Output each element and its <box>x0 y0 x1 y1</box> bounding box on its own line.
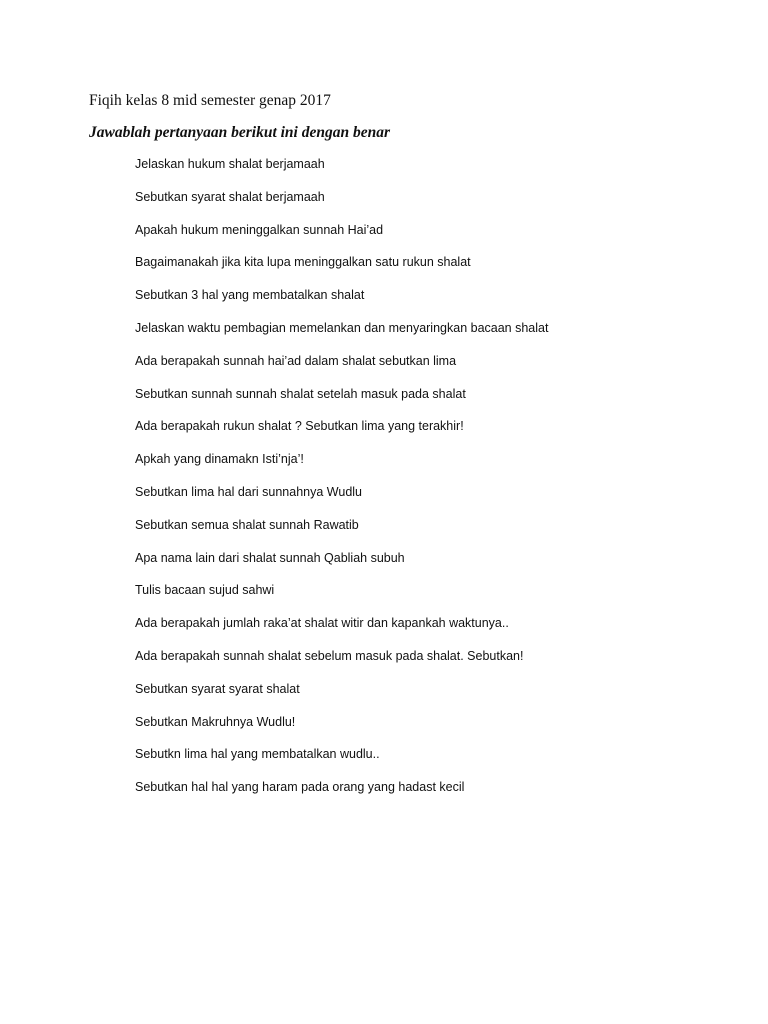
question-text: Jelaskan waktu pembagian memelankan dan menyaringkan bacaan shalat <box>135 320 549 335</box>
instruction-text: Jawablah pertanyaan berikut ini dengan benar <box>89 124 391 141</box>
question-text: Sebutkan syarat shalat berjamaah <box>135 189 325 204</box>
question-text: Sebutkan Makruhnya Wudlu! <box>135 714 296 729</box>
question-text: Ada berapakah jumlah raka’at shalat witir dan kapankah waktunya.. <box>135 616 509 631</box>
question-text: Apakah hukum meninggalkan sunnah Hai’ad <box>135 222 384 237</box>
document-title: Fiqih kelas 8 mid semester genap 2017 <box>89 92 331 109</box>
question-text: Tulis bacaan sujud sahwi <box>135 583 275 598</box>
question-text: Sebutkan syarat syarat shalat <box>135 681 300 696</box>
question-text: Ada berapakah rukun shalat ? Sebutkan lima yang terakhir! <box>135 419 464 434</box>
question-text: Sebutkan lima hal dari sunnahnya Wudlu <box>135 484 362 499</box>
question-text: Sebutkan 3 hal yang membatalkan shalat <box>135 288 365 303</box>
question-text: Bagaimanakah jika kita lupa meninggalkan satu rukun shalat <box>135 255 471 270</box>
question-text: Jelaskan hukum shalat berjamaah <box>135 157 325 171</box>
question-text: Ada berapakah sunnah hai’ad dalam shalat sebutkan lima <box>135 353 457 368</box>
question-text: Apkah yang dinamakn Isti’nja’! <box>135 452 304 467</box>
question-text: Ada berapakah sunnah shalat sebelum masuk pada shalat. Sebutkan! <box>135 648 524 663</box>
question-text: Sebutkan sunnah sunnah shalat setelah masuk pada shalat <box>135 386 466 401</box>
question-text: Sebutkn lima hal yang membatalkan wudlu.. <box>135 747 380 762</box>
question-text: Apa nama lain dari shalat sunnah Qabliah subuh <box>135 550 405 565</box>
question-text: Sebutkan hal hal yang haram pada orang yang hadast kecil <box>135 780 465 795</box>
question-text: Sebutkan semua shalat sunnah Rawatib <box>135 517 359 532</box>
